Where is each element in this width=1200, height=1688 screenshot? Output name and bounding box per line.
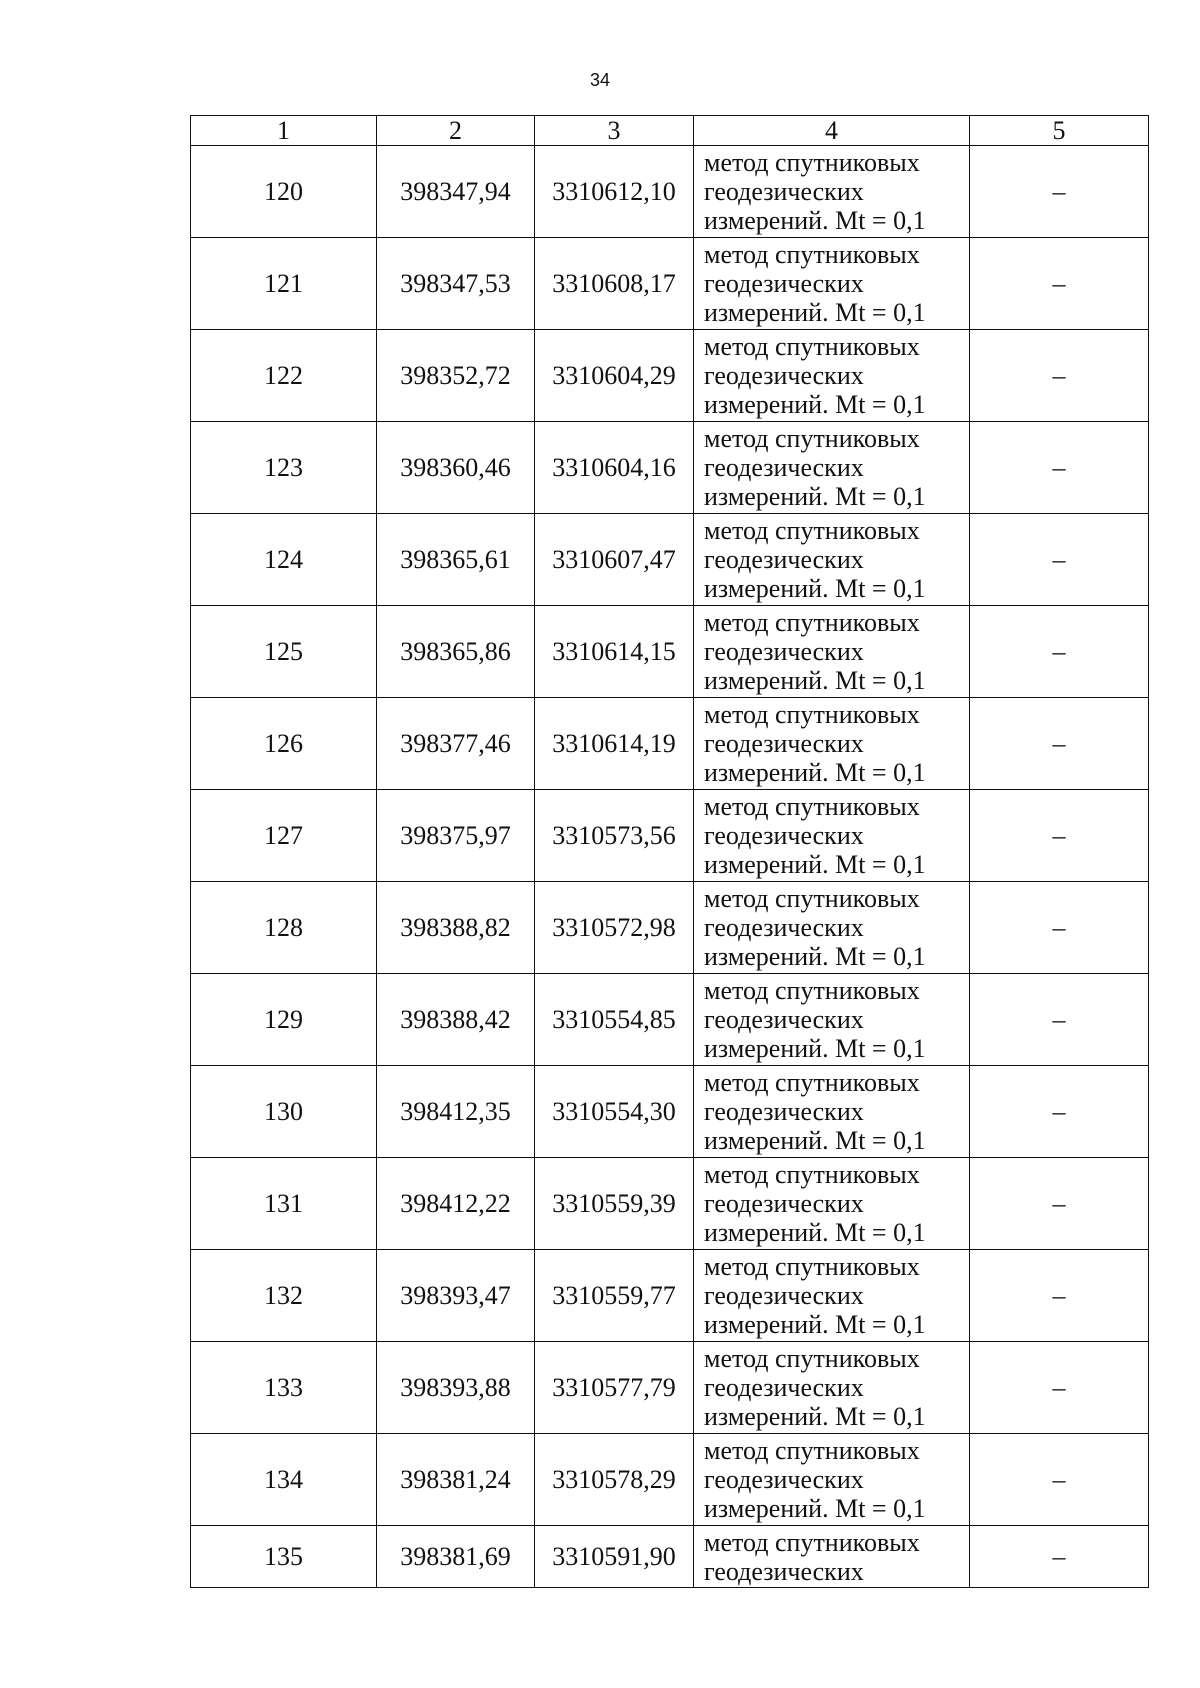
method-cell: [694, 882, 970, 974]
method-cell: [694, 1526, 970, 1588]
method-text-line: метод спутниковых: [704, 700, 920, 729]
y-coordinate-cell: 3310554,85: [535, 974, 694, 1066]
method-text-line: геодезических: [704, 729, 864, 758]
table-body: [191, 146, 1149, 1588]
point-number-cell: 131: [191, 1158, 377, 1250]
table-row: [191, 514, 1149, 606]
method-cell: [694, 1158, 970, 1250]
table-row: [191, 238, 1149, 330]
method-text-line: геодезических: [704, 1373, 864, 1402]
column-header: 5: [970, 116, 1149, 146]
note-cell: –: [970, 330, 1149, 422]
method-text-line: измерений. Mt = 0,1: [704, 1310, 926, 1339]
x-coordinate-cell: 398412,22: [377, 1158, 535, 1250]
method-cell: [694, 238, 970, 330]
point-number-cell: 134: [191, 1434, 377, 1526]
method-text-line: метод спутниковых: [704, 1527, 920, 1557]
method-cell: [694, 974, 970, 1066]
point-number-cell: 133: [191, 1342, 377, 1434]
note-cell: –: [970, 514, 1149, 606]
method-text-line: геодезических: [704, 361, 864, 390]
method-text-line: геодезических: [704, 821, 864, 850]
method-text-line: геодезических: [704, 177, 864, 206]
column-header: 1: [191, 116, 377, 146]
method-text-line: геодезических: [704, 913, 864, 942]
note-cell: –: [970, 1342, 1149, 1434]
point-number-cell: 125: [191, 606, 377, 698]
y-coordinate-cell: 3310578,29: [535, 1434, 694, 1526]
table-header-row: [191, 116, 1149, 146]
y-coordinate-cell: 3310607,47: [535, 514, 694, 606]
method-text-line: метод спутниковых: [704, 1344, 920, 1373]
x-coordinate-cell: 398381,69: [377, 1526, 535, 1588]
method-text-line: измерений. Mt = 0,1: [704, 1126, 926, 1155]
method-cell: [694, 422, 970, 514]
x-coordinate-cell: 398365,86: [377, 606, 535, 698]
x-coordinate-cell: 398347,53: [377, 238, 535, 330]
x-coordinate-cell: 398347,94: [377, 146, 535, 238]
x-coordinate-cell: 398360,46: [377, 422, 535, 514]
table-row: [191, 790, 1149, 882]
method-text-line: измерений. Mt = 0,1: [704, 390, 926, 419]
x-coordinate-cell: 398393,47: [377, 1250, 535, 1342]
x-coordinate-cell: 398377,46: [377, 698, 535, 790]
method-cell: [694, 698, 970, 790]
y-coordinate-cell: 3310554,30: [535, 1066, 694, 1158]
method-text-line: геодезических: [704, 1005, 864, 1034]
method-text-line: метод спутниковых: [704, 516, 920, 545]
x-coordinate-cell: 398375,97: [377, 790, 535, 882]
y-coordinate-cell: 3310559,77: [535, 1250, 694, 1342]
method-text-line: метод спутниковых: [704, 792, 920, 821]
method-text-line: геодезических: [704, 1097, 864, 1126]
point-number-cell: 128: [191, 882, 377, 974]
method-cell: [694, 1250, 970, 1342]
method-text-line: метод спутниковых: [704, 240, 920, 269]
method-text-line: метод спутниковых: [704, 332, 920, 361]
point-number-cell: 132: [191, 1250, 377, 1342]
table-row: [191, 422, 1149, 514]
method-text-line: геодезических: [704, 1281, 864, 1310]
method-text-line: геодезических: [704, 545, 864, 574]
method-text-line: метод спутниковых: [704, 608, 920, 637]
column-header: 4: [694, 116, 970, 146]
note-cell: –: [970, 606, 1149, 698]
y-coordinate-cell: 3310559,39: [535, 1158, 694, 1250]
table-row: [191, 146, 1149, 238]
note-cell: –: [970, 1526, 1149, 1588]
table-row: [191, 974, 1149, 1066]
x-coordinate-cell: 398388,82: [377, 882, 535, 974]
method-text-line: измерений. Mt = 0,1: [704, 666, 926, 695]
note-cell: –: [970, 238, 1149, 330]
method-cell: [694, 330, 970, 422]
note-cell: –: [970, 1434, 1149, 1526]
note-cell: –: [970, 790, 1149, 882]
x-coordinate-cell: 398381,24: [377, 1434, 535, 1526]
method-text-line: измерений. Mt = 0,1: [704, 298, 926, 327]
column-header: 2: [377, 116, 535, 146]
method-text-line: измерений. Mt = 0,1: [704, 574, 926, 603]
x-coordinate-cell: 398365,61: [377, 514, 535, 606]
point-number-cell: 121: [191, 238, 377, 330]
page-number: 34: [589, 70, 611, 90]
note-cell: –: [970, 1066, 1149, 1158]
note-cell: –: [970, 146, 1149, 238]
point-number-cell: 129: [191, 974, 377, 1066]
point-number-cell: 124: [191, 514, 377, 606]
method-text-line: измерений. Mt = 0,1: [704, 758, 926, 787]
method-cell: [694, 790, 970, 882]
y-coordinate-cell: 3310577,79: [535, 1342, 694, 1434]
y-coordinate-cell: 3310614,19: [535, 698, 694, 790]
table-row: [191, 606, 1149, 698]
point-number-cell: 120: [191, 146, 377, 238]
method-text-line: измерений. Mt = 0,1: [704, 482, 926, 511]
column-header: 3: [535, 116, 694, 146]
table-row: [191, 1526, 1149, 1588]
method-text-line: измерений. Mt = 0,1: [704, 1494, 926, 1523]
x-coordinate-cell: 398393,88: [377, 1342, 535, 1434]
point-number-cell: 135: [191, 1526, 377, 1588]
method-text-line: измерений. Mt = 0,1: [704, 942, 926, 971]
method-text-line: метод спутниковых: [704, 424, 920, 453]
method-cell: [694, 606, 970, 698]
table-row: [191, 1342, 1149, 1434]
table-row: [191, 330, 1149, 422]
table-row: [191, 698, 1149, 790]
x-coordinate-cell: 398352,72: [377, 330, 535, 422]
point-number-cell: 122: [191, 330, 377, 422]
table-row: [191, 1434, 1149, 1526]
y-coordinate-cell: 3310614,15: [535, 606, 694, 698]
table-row: [191, 1066, 1149, 1158]
table-row: [191, 882, 1149, 974]
table-row: [191, 1158, 1149, 1250]
method-text-line: геодезических: [704, 1556, 864, 1586]
method-text-line: метод спутниковых: [704, 1068, 920, 1097]
method-cell: [694, 1342, 970, 1434]
method-text-line: измерений. Mt = 0,1: [704, 850, 926, 879]
method-cell: [694, 514, 970, 606]
x-coordinate-cell: 398388,42: [377, 974, 535, 1066]
method-text-line: метод спутниковых: [704, 1436, 920, 1465]
table-row: [191, 1250, 1149, 1342]
y-coordinate-cell: 3310573,56: [535, 790, 694, 882]
point-number-cell: 130: [191, 1066, 377, 1158]
y-coordinate-cell: 3310604,16: [535, 422, 694, 514]
note-cell: –: [970, 882, 1149, 974]
point-number-cell: 123: [191, 422, 377, 514]
point-number-cell: 126: [191, 698, 377, 790]
method-text-line: метод спутниковых: [704, 884, 920, 913]
note-cell: –: [970, 698, 1149, 790]
method-text-line: геодезических: [704, 453, 864, 482]
note-cell: –: [970, 974, 1149, 1066]
point-number-cell: 127: [191, 790, 377, 882]
y-coordinate-cell: 3310612,10: [535, 146, 694, 238]
coordinates-table: [190, 115, 1149, 1588]
note-cell: –: [970, 1250, 1149, 1342]
y-coordinate-cell: 3310591,90: [535, 1526, 694, 1588]
method-text-line: геодезических: [704, 637, 864, 666]
x-coordinate-cell: 398412,35: [377, 1066, 535, 1158]
method-text-line: измерений. Mt = 0,1: [704, 1218, 926, 1247]
method-text-line: метод спутниковых: [704, 148, 920, 177]
method-text-line: измерений. Mt = 0,1: [704, 1034, 926, 1063]
method-cell: [694, 146, 970, 238]
note-cell: –: [970, 422, 1149, 514]
method-text-line: геодезических: [704, 269, 864, 298]
y-coordinate-cell: 3310608,17: [535, 238, 694, 330]
method-cell: [694, 1066, 970, 1158]
method-cell: [694, 1434, 970, 1526]
method-text-line: метод спутниковых: [704, 1160, 920, 1189]
y-coordinate-cell: 3310604,29: [535, 330, 694, 422]
method-text-line: измерений. Mt = 0,1: [704, 206, 926, 235]
method-text-line: геодезических: [704, 1189, 864, 1218]
method-text-line: метод спутниковых: [704, 976, 920, 1005]
note-cell: –: [970, 1158, 1149, 1250]
y-coordinate-cell: 3310572,98: [535, 882, 694, 974]
method-text-line: геодезических: [704, 1465, 864, 1494]
method-text-line: метод спутниковых: [704, 1252, 920, 1281]
method-text-line: измерений. Mt = 0,1: [704, 1402, 926, 1431]
